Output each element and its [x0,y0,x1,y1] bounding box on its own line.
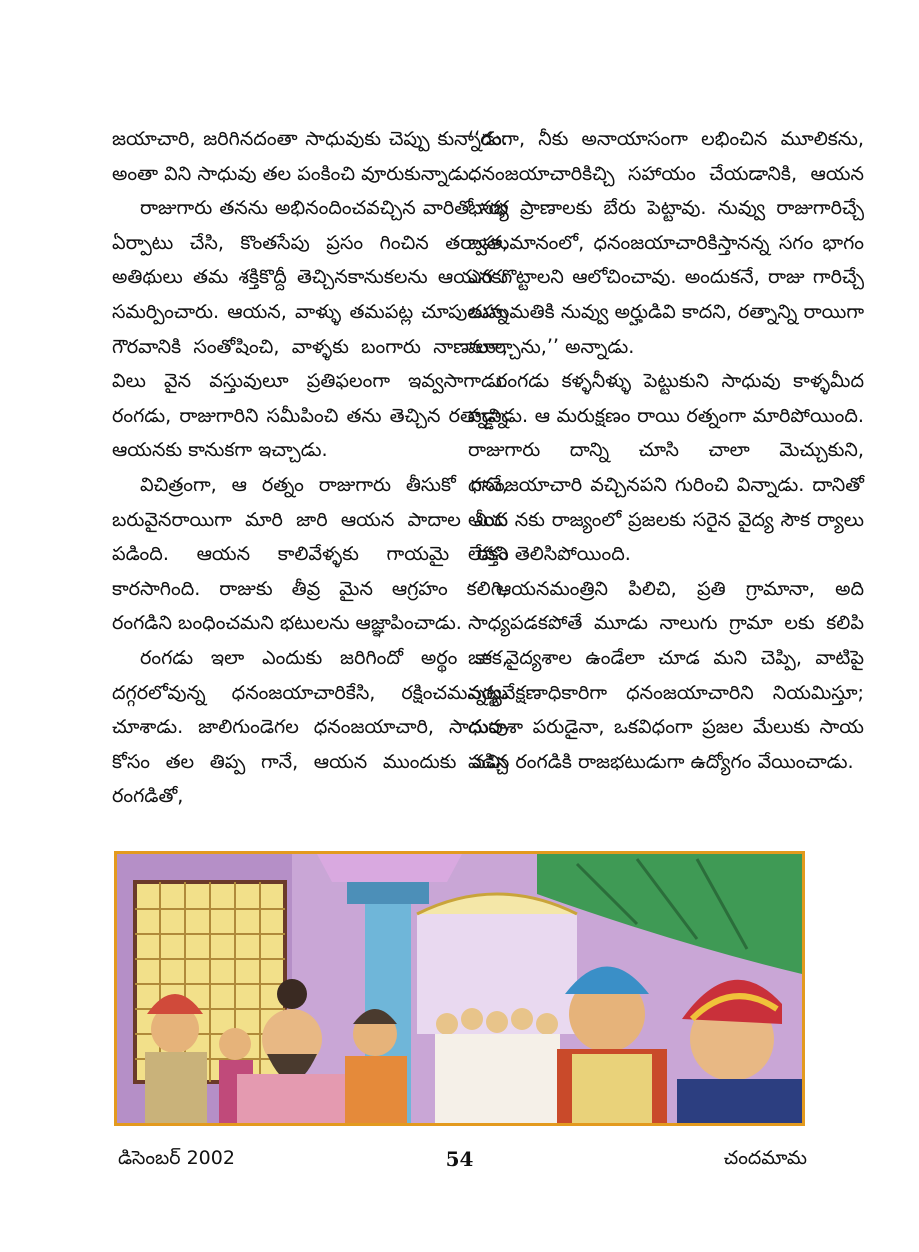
paragraph: రాజుగారు తనను అభినందించవచ్చిన వారితో సభ ఏర్పాటు చేసి, కొంతసేపు ప్రసం గించిన తర్వాత, అతిథులు తమ శక్తికొద్దీ తెచ్చినకానుకలను ఆయనకు సమర్పించారు. ఆయన, వాళ్ళు తమపట్ల చూపుతున్న గౌరవానికి సంతోషించి, వాళ్ళకు బంగారు నాణాలూ, విలు వైన వస్తువులూ ప్రతిఫలంగా ఇవ్వసాగాడు. రంగడు, రాజుగారిని సమీపించి తను తెచ్చిన రత్నాన్ని ఆయనకు కానుకగా ఇచ్చాడు. [112,196,508,462]
paragraph: విచిత్రంగా, ఆ రత్నం రాజుగారు తీసుకో గానే, బరువైనరాయిగా మారి జారి ఆయన పాదాల మీద పడింది. ఆయన కాలివేళ్ళకు గాయమై రక్తం కారసాగింది. రాజుకు తీవ్ర మైన ఆగ్రహం కలిగి, రంగడిని బంధించమని భటులను ఆజ్ఞాపించాడు. [112,472,508,635]
footer-page-number: 54 [445,1147,474,1171]
paragraph: ఆయనమంత్రిని పిలిచి, ప్రతి గ్రామానా, అది సాధ్యపడకపోతే మూడు నాలుగు గ్రామా లకు కలిపి ఒక వైద్యశాల ఉండేలా చూడ మని చెప్పి, వాటిపై పర్యవేక్షణాధికారిగా ధనంజయాచారిని నియమిస్తూ; దురాశా పరుడైనా, ఒకవిధంగా ప్రజల మేలుకు సాయ పడిన రంగడికి రాజభటుడుగా ఉద్యోగం వేయించాడు. [468,576,864,773]
story-illustration [114,851,805,1126]
article-column-right [468,122,864,779]
footer-magazine-name: చందమామ [723,1147,807,1169]
paragraph: రంగడు ఇలా ఎందుకు జరిగిందో అర్థం కాక, దగ్గరలోవున్న ధనంజయాచారికేసి, రక్షించమన్నట్టు చూశాడు. జాలిగుండెగల ధనంజయాచారి, సాధువు కోసం తల తిప్ప గానే, ఆయన ముందుకు వచ్చి రంగడితో, [112,645,508,808]
footer-issue-date: డిసెంబర్ 2002 [118,1147,235,1169]
paragraph: రంగడు కళ్ళనీళ్ళు పెట్టుకుని సాధువు కాళ్ళమీద పడ్డాడు. ఆ మరుక్షణం రాయి రత్నంగా మారిపోయింది. రాజుగారు దాన్ని చూసి చాలా మెచ్చుకుని, ధనంజయాచారి వచ్చినపని గురించి విన్నాడు. దానితో ఆయ నకు రాజ్యంలో ప్రజలకు సరైన వైద్య సౌక ర్యాలు లేవని తెలిసిపోయింది. [468,369,864,566]
paragraph: జయాచారి, జరిగినదంతా సాధువుకు చెప్పు కున్నాడు. అంతా విని సాధువు తల పంకించి వూరుకున్నాడు. [112,127,508,185]
paragraph: ‘‘రంగా, నీకు అనాయాసంగా లభించిన మూలికను, ధనంజయాచారికిచ్చి సహాయం చేయడానికి, ఆయన భార్య ప్రాణాలకు బేరు పెట్టావు. నువ్వు రాజుగారిచ్చే బహుమానంలో, ధనంజయాచారికిస్తానన్న సగం భాగం ఎగ గొట్టాలని ఆలోచించావు. అందుకనే, రాజు గారిచ్చే బహుమతికి నువ్వు అర్హుడివి కాదని, రత్నాన్ని రాయిగా మార్చాను,’’ అన్నాడు. [468,127,864,358]
article-column-left [112,122,508,814]
